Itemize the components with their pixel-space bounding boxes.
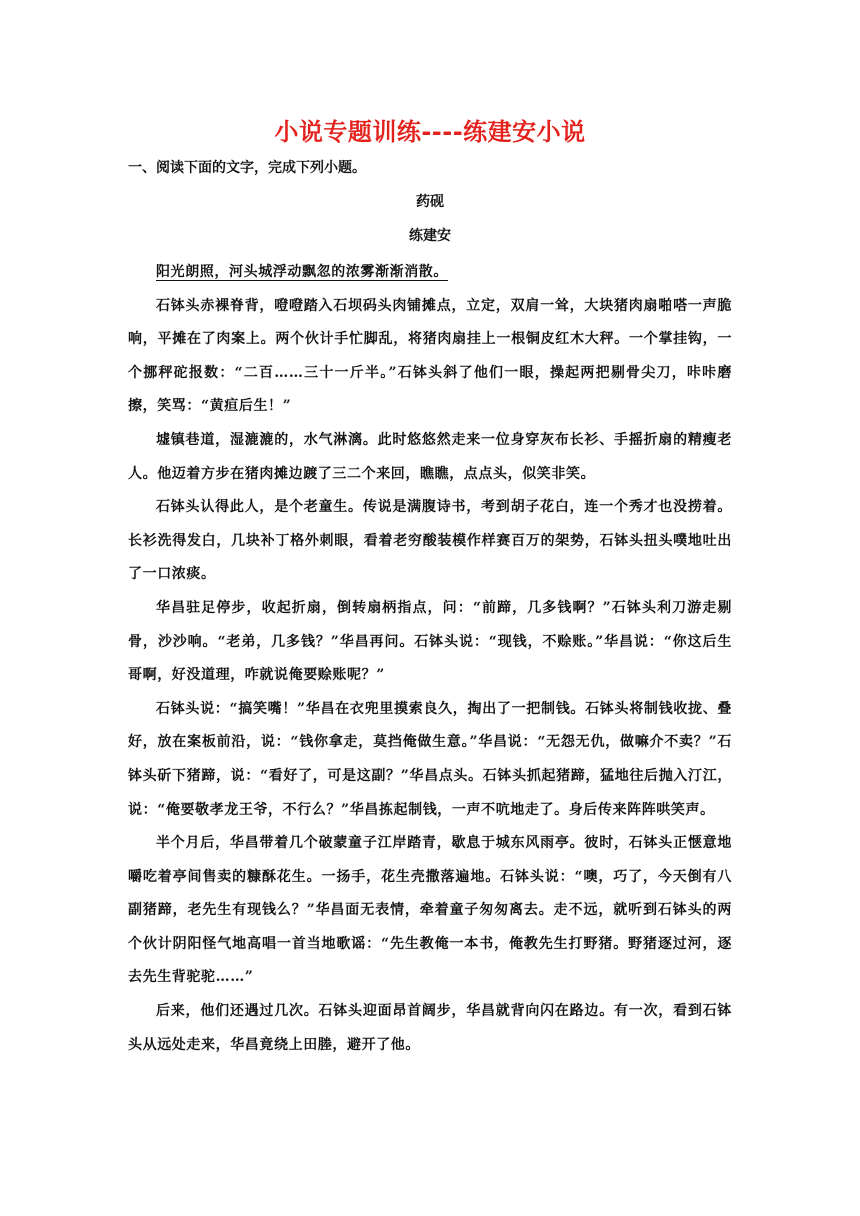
paragraph: 华昌驻足停步，收起折扇，倒转扇柄指点，问：“前蹄，几多钱啊？”石钵头利刀游走剔骨，沙沙响。“老弟，几多钱？”华昌再问。石钵头说：“现钱，不赊账。”华昌说：“你这后生哥啊，好没道理，咋就说俺要赊账呢？” — [128, 599, 732, 684]
paragraph: 石钵头说：“搞笑嘴！”华昌在衣兜里摸索良久，掏出了一把制钱。石钵头将制钱收拢、叠好，放在案板前沿，说：“钱你拿走，莫挡俺做生意。”华昌说：“无怨无仇，做嘛介不卖？”石钵头斫下猪蹄，说：“看好了，可是这副？”华昌点头。石钵头抓起猪蹄，猛地往后抛入汀江，说：“俺要敬孝龙王爷，不行么？”华昌拣起制钱，一声不吭地走了。身后传来阵阵哄笑声。 — [128, 700, 732, 818]
document-title: 小说专题训练----练建安小说 — [274, 118, 586, 146]
underlined-sentence: 阳光朗照，河头城浮动飘忽的浓雾渐渐消散。 — [156, 264, 448, 280]
paragraph — [128, 256, 732, 290]
paragraph: 石钵头认得此人，是个老童生。传说是满腹诗书，考到胡子花白，连一个秀才也没捞着。长衫洗得发白，几块补丁格外刺眼，看着老穷酸装模作样赛百万的架势，石钵头扭头噗地吐出了一口浓痰。 — [128, 499, 732, 583]
question-instruction: 一、阅读下面的文字，完成下列小题。 — [128, 160, 366, 176]
story-author: 练建安 — [409, 228, 451, 244]
story-body — [128, 256, 732, 1062]
paragraph: 半个月后，华昌带着几个破蒙童子江岸踏青，歇息于城东风雨亭。彼时，石钵头正惬意地嚼吃着亭间售卖的糠酥花生。一扬手，花生壳撒落遍地。石钵头说：“噢，巧了，今天倒有八副猪蹄，老先生有现钱么？”华昌面无表情，牵着童子匆匆离去。走不远，就听到石钵头的两个伙计阴阳怪气地高唱一首当地歌谣：“先生教俺一本书，俺教先生打野猪。野猪逐过河，逐去先生背驼驼……” — [128, 835, 732, 986]
story-title: 药砚 — [416, 194, 444, 210]
paragraph: 石钵头赤裸脊背，噔噔踏入石坝码头肉铺摊点，立定，双肩一耸，大块猪肉扇啪嗒一声脆响，平摊在了肉案上。两个伙计手忙脚乱，将猪肉扇挂上一根铜皮红木大秤。一个掌挂钩，一个挪秤砣报数：“二百……三十一斤半。”石钵头斜了他们一眼，操起两把剔骨尖刀，咔咔磨擦，笑骂：“黄疸后生！” — [128, 297, 732, 415]
paragraph: 墟镇巷道，湿漉漉的，水气淋漓。此时悠悠然走来一位身穿灰布长衫、手摇折扇的精瘦老人。他迈着方步在猪肉摊边踱了三二个来回，瞧瞧，点点头，似笑非笑。 — [128, 431, 732, 482]
paragraph: 后来，他们还遇过几次。石钵头迎面昂首阔步，华昌就背向闪在路边。有一次，看到石钵头从远处走来，华昌竟绕上田塍，避开了他。 — [128, 1003, 732, 1053]
